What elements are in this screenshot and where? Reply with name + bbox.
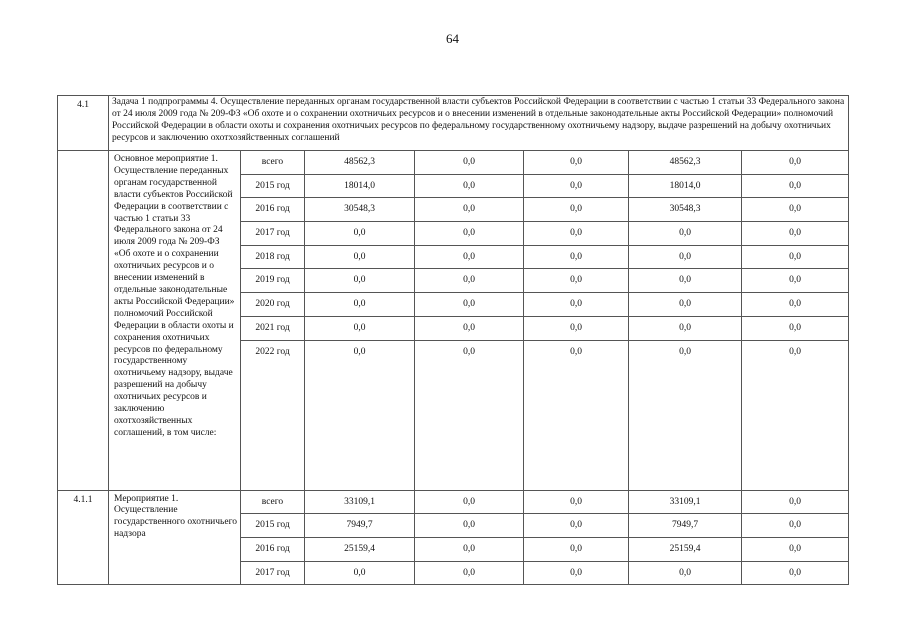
year-cell: 2016 год bbox=[241, 537, 305, 561]
value-cell: 30548,3 bbox=[629, 198, 742, 222]
value-cell: 0,0 bbox=[305, 340, 415, 490]
value-cell: 0,0 bbox=[415, 222, 524, 246]
value-cell: 0,0 bbox=[742, 293, 849, 317]
year-cell: 2018 год bbox=[241, 245, 305, 269]
value-cell: 0,0 bbox=[742, 561, 849, 585]
value-cell: 0,0 bbox=[305, 269, 415, 293]
budget-table bbox=[57, 95, 849, 585]
page-number: 64 bbox=[446, 31, 459, 46]
value-cell: 0,0 bbox=[742, 198, 849, 222]
year-cell: 2017 год bbox=[241, 222, 305, 246]
value-cell: 0,0 bbox=[629, 245, 742, 269]
value-cell: 0,0 bbox=[415, 514, 524, 538]
value-cell: 0,0 bbox=[305, 245, 415, 269]
value-cell: 0,0 bbox=[742, 537, 849, 561]
value-cell: 0,0 bbox=[742, 340, 849, 490]
year-cell: 2022 год bbox=[241, 340, 305, 490]
value-cell: 0,0 bbox=[524, 340, 629, 490]
value-cell: 0,0 bbox=[524, 293, 629, 317]
year-cell: 2015 год bbox=[241, 174, 305, 198]
value-cell: 0,0 bbox=[415, 174, 524, 198]
value-cell: 0,0 bbox=[415, 316, 524, 340]
year-cell: 2017 год bbox=[241, 561, 305, 585]
value-cell: 0,0 bbox=[742, 514, 849, 538]
value-cell: 18014,0 bbox=[305, 174, 415, 198]
value-cell: 0,0 bbox=[415, 293, 524, 317]
table-body bbox=[58, 96, 849, 585]
task-row bbox=[58, 96, 849, 151]
value-cell: 7949,7 bbox=[305, 514, 415, 538]
value-cell: 0,0 bbox=[305, 316, 415, 340]
value-cell: 0,0 bbox=[524, 222, 629, 246]
activity-1-code: 4.1.1 bbox=[58, 490, 109, 585]
value-cell: 0,0 bbox=[629, 561, 742, 585]
value-cell: 30548,3 bbox=[305, 198, 415, 222]
main-activity-code bbox=[58, 151, 109, 491]
main-activity-description: Основное мероприятие 1. Осуществление переданных органам государственной власти субъектов Российской Федерации в соответствии с частью 1 статьи 33 Федерального закона от 24 июля 2009 года № 209-ФЗ «Об охоте и о сохранении охотничьих ресурсов и о внесении изменений в отдельные законодательные акты Российской Федерации» полномочий Российской Федерации в области охоты и сохранения охотничьих ресурсов по федеральному государственному охотничьему надзору, выдаче разрешений на добычу охотничьих ресурсов и заключению охотхозяйственных соглашений, в том числе: bbox=[109, 151, 241, 491]
value-cell: 0,0 bbox=[415, 198, 524, 222]
value-cell: 0,0 bbox=[742, 316, 849, 340]
value-cell: 0,0 bbox=[415, 490, 524, 514]
value-cell: 25159,4 bbox=[629, 537, 742, 561]
year-cell: 2021 год bbox=[241, 316, 305, 340]
task-code: 4.1 bbox=[58, 96, 109, 151]
value-cell: 0,0 bbox=[415, 340, 524, 490]
value-cell: 0,0 bbox=[415, 269, 524, 293]
value-cell: 0,0 bbox=[524, 245, 629, 269]
year-cell: всего bbox=[241, 151, 305, 175]
table-row bbox=[58, 151, 849, 175]
value-cell: 0,0 bbox=[629, 222, 742, 246]
value-cell: 0,0 bbox=[742, 490, 849, 514]
value-cell: 0,0 bbox=[415, 151, 524, 175]
year-cell: 2015 год bbox=[241, 514, 305, 538]
value-cell: 0,0 bbox=[742, 245, 849, 269]
task-text: Задача 1 подпрограммы 4. Осуществление переданных органам государственной власти субъектов Российской Федерации в соответствии с частью 1 статьи 33 Федерального закона от 24 июля 2009 года № 209-ФЗ «Об охоте и о сохранении охотничьих ресурсов и о внесении изменений в отдельные законодательные акты Российской Федерации» полномочий Российской Федерации в области охоты и сохранения охотничьих ресурсов по федеральному государственному охотничьему надзору, выдаче разрешений на добычу охотничьих ресурсов и заключению охотхозяйственных соглашений bbox=[109, 96, 849, 151]
value-cell: 48562,3 bbox=[305, 151, 415, 175]
value-cell: 0,0 bbox=[524, 151, 629, 175]
value-cell: 0,0 bbox=[305, 561, 415, 585]
value-cell: 0,0 bbox=[305, 222, 415, 246]
value-cell: 0,0 bbox=[524, 490, 629, 514]
value-cell: 0,0 bbox=[629, 293, 742, 317]
value-cell: 0,0 bbox=[742, 222, 849, 246]
value-cell: 0,0 bbox=[524, 269, 629, 293]
value-cell: 0,0 bbox=[305, 293, 415, 317]
value-cell: 33109,1 bbox=[629, 490, 742, 514]
value-cell: 33109,1 bbox=[305, 490, 415, 514]
value-cell: 0,0 bbox=[742, 174, 849, 198]
value-cell: 25159,4 bbox=[305, 537, 415, 561]
value-cell: 18014,0 bbox=[629, 174, 742, 198]
value-cell: 0,0 bbox=[524, 514, 629, 538]
value-cell: 0,0 bbox=[524, 316, 629, 340]
activity-1-description: Мероприятие 1. Осуществление государственного охотничьего надзора bbox=[109, 490, 241, 585]
value-cell: 0,0 bbox=[415, 537, 524, 561]
year-cell: 2019 год bbox=[241, 269, 305, 293]
value-cell: 0,0 bbox=[742, 269, 849, 293]
value-cell: 7949,7 bbox=[629, 514, 742, 538]
value-cell: 0,0 bbox=[524, 198, 629, 222]
value-cell: 0,0 bbox=[524, 537, 629, 561]
value-cell: 0,0 bbox=[415, 561, 524, 585]
year-cell: всего bbox=[241, 490, 305, 514]
value-cell: 0,0 bbox=[524, 174, 629, 198]
value-cell: 0,0 bbox=[524, 561, 629, 585]
value-cell: 0,0 bbox=[415, 245, 524, 269]
year-cell: 2016 год bbox=[241, 198, 305, 222]
value-cell: 0,0 bbox=[742, 151, 849, 175]
year-cell: 2020 год bbox=[241, 293, 305, 317]
value-cell: 0,0 bbox=[629, 269, 742, 293]
table-row bbox=[58, 490, 849, 514]
value-cell: 0,0 bbox=[629, 340, 742, 490]
value-cell: 0,0 bbox=[629, 316, 742, 340]
value-cell: 48562,3 bbox=[629, 151, 742, 175]
